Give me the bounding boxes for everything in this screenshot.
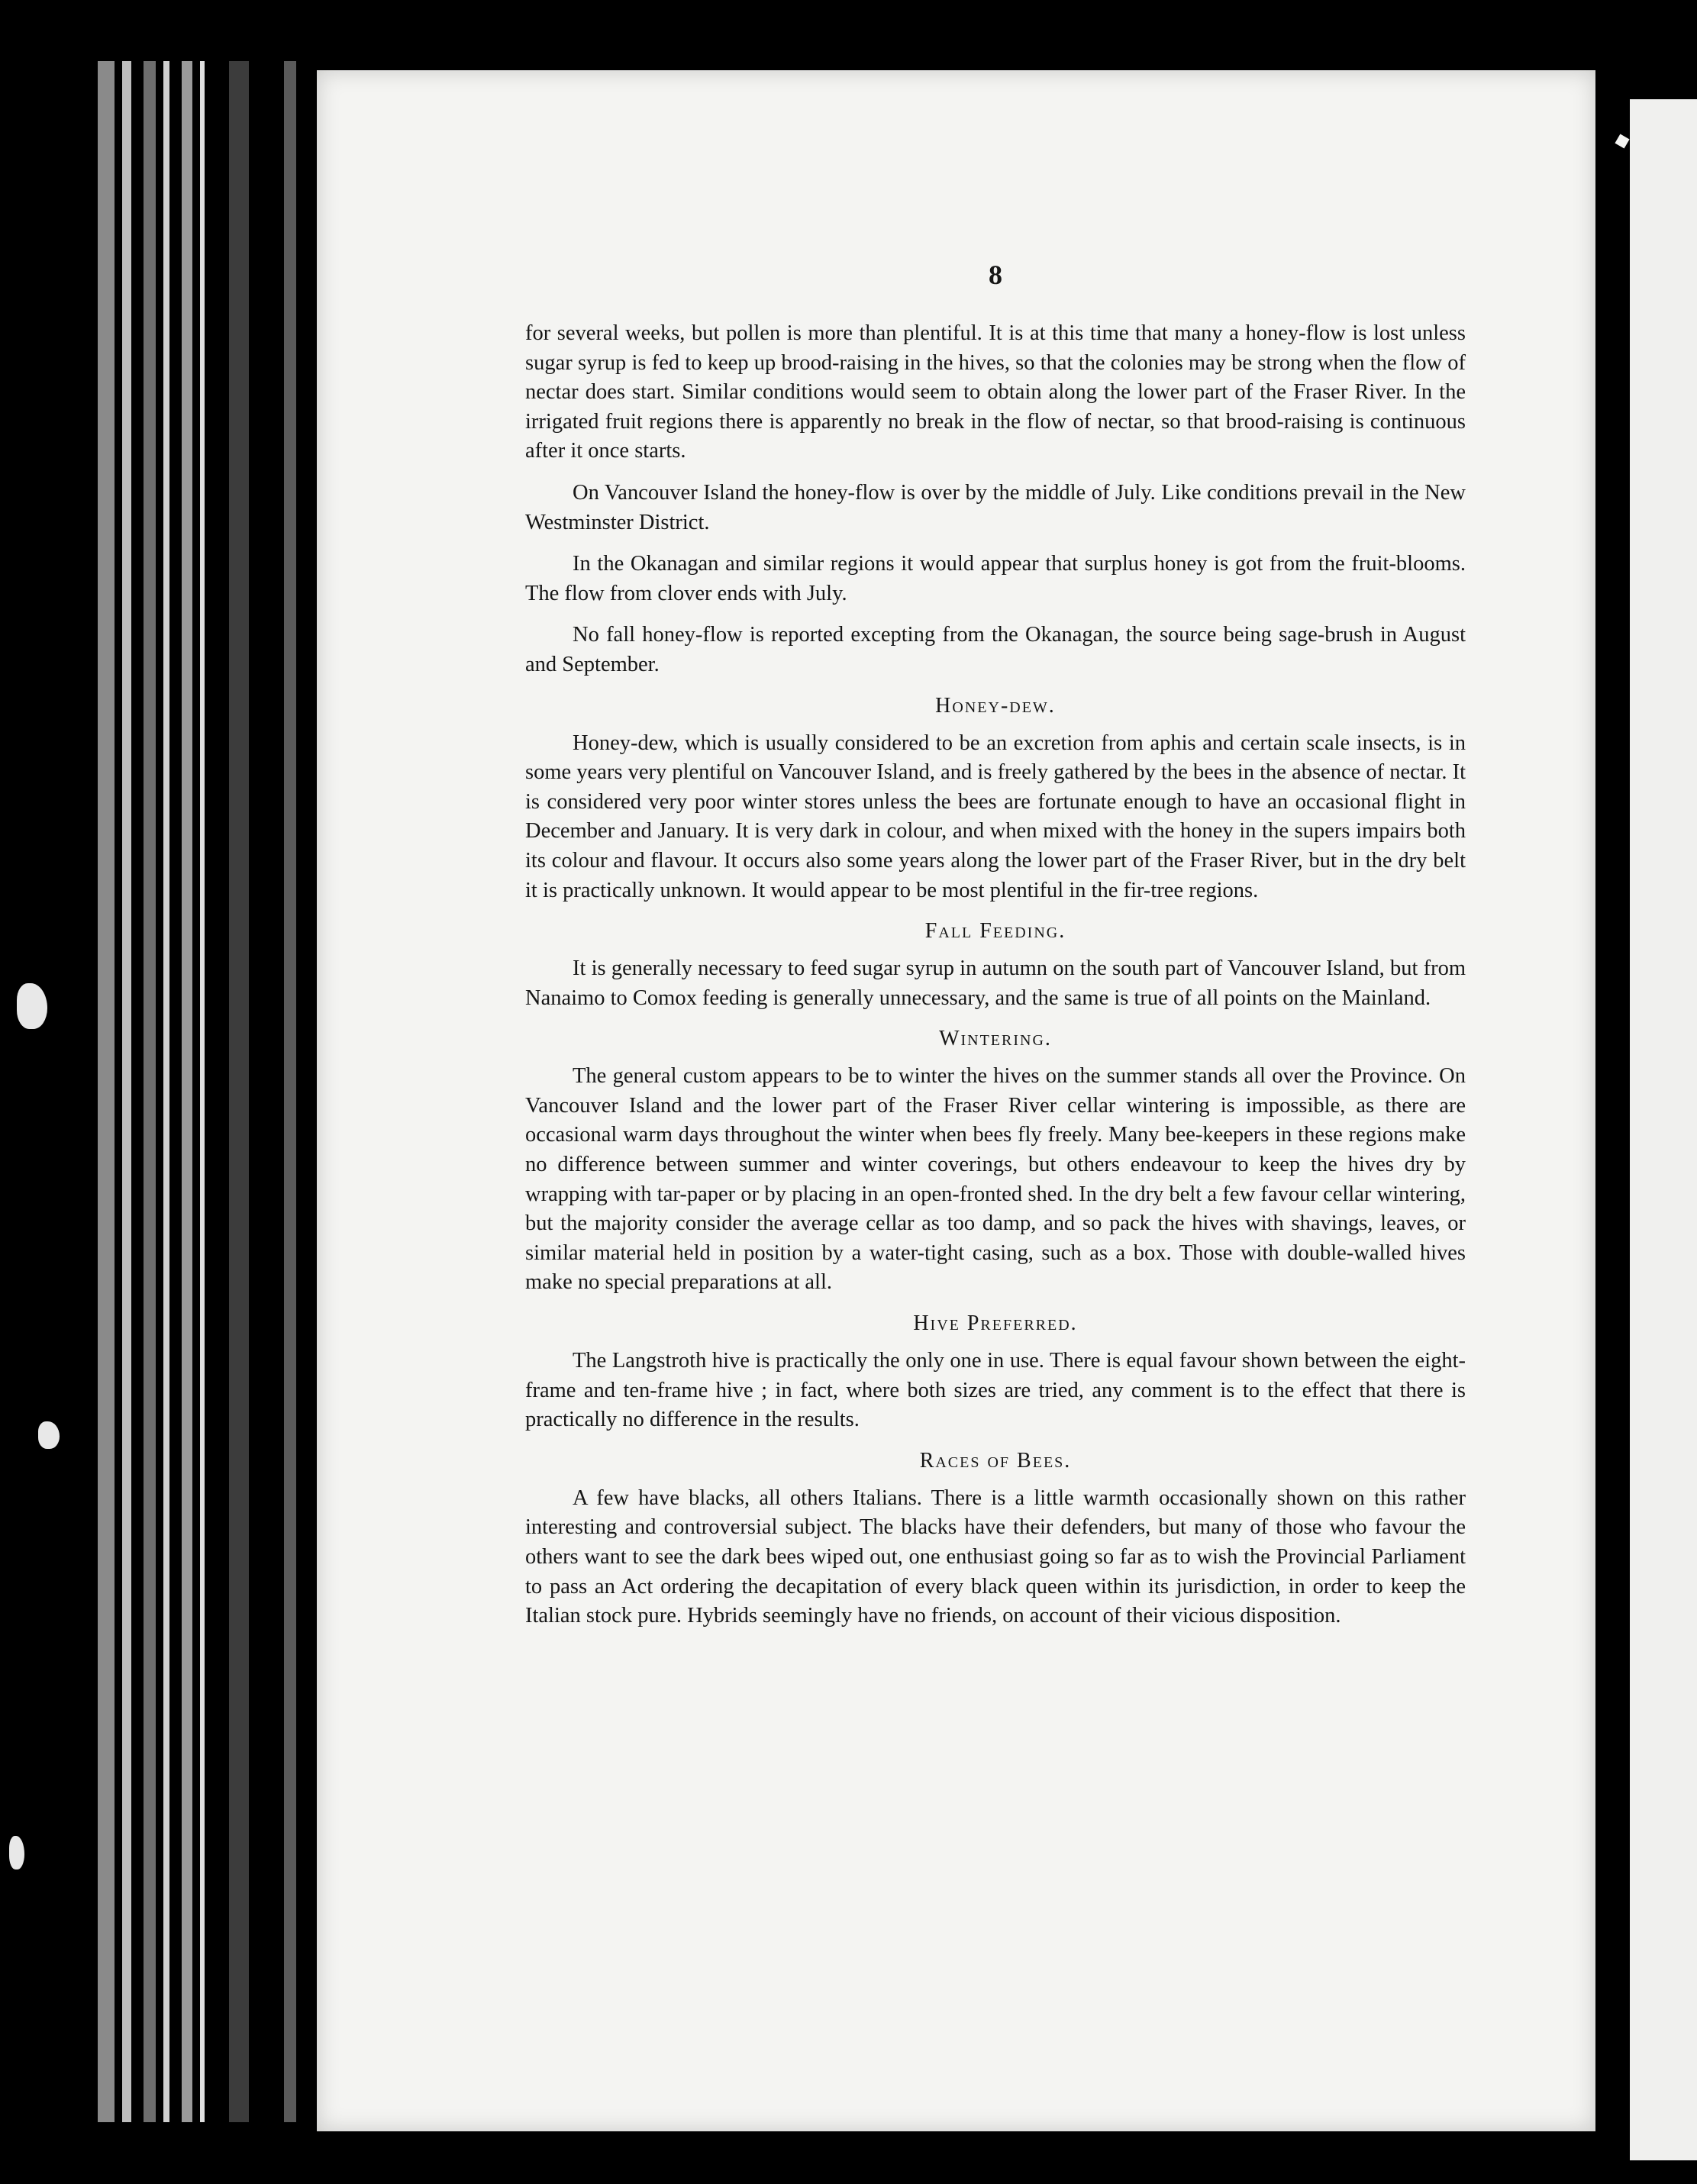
paragraph: The general custom appears to be to winter the hives on the summer stands all over the Province. On Vancouver Island and the lower part of the Fraser River cellar wintering is impossible, as there are occasional warm days throughout the winter when bees fly freely. Many bee-keepers in these regions make no difference between summer and winter coverings, but others endeavour to keep the hives dry by wrapping with tar-paper or by placing in an open-fronted shed. In the dry belt a few favour cellar wintering, but the majority consider the average cellar as too damp, and so pack the hives with shavings, leaves, or similar material held in position by a water-tight casing, such as a box. Those with double-walled hives make no special preparations at all.	[525, 1064, 1466, 1295]
book-spine-stripe	[200, 61, 205, 2122]
facing-page-edge	[1630, 99, 1697, 2160]
paragraph: It is generally necessary to feed sugar syrup in autumn on the south part of Vancouver Island, but from Nanaimo to Comox feeding is generally unnecessary, and the same is true of all points on the Mainland.	[525, 957, 1466, 1010]
paragraph: Honey-dew, which is usually considered to be an excretion from aphis and certain scale insects, is in some years very plentiful on Vancouver Island, and is freely gathered by the bees in the absence of nectar. It is considered very poor winter stores unless the bees are fortunate enough to have an occasional flight in December and January. It is very dark in colour, and when mixed with the honey in the supers impairs both its colour and flavour. It occurs also some years along the lower part of the Fraser River, but in the dry belt it is practically unknown. It would appear to be most plentiful in the fir-tree regions.	[525, 731, 1466, 902]
book-spine-stripe	[122, 61, 131, 2122]
page-text-block	[525, 252, 1466, 1644]
scan-smudge	[9, 1836, 24, 1869]
scan-smudge	[38, 1421, 60, 1449]
book-spine-stripe	[98, 61, 115, 2122]
book-spine-stripe	[163, 61, 169, 2122]
paragraph: for several weeks, but pollen is more than plentiful. It is at this time that many a honey-flow is lost unless sugar syrup is fed to keep up brood-raising in the hives, so that the colonies may be strong when the flow of nectar does start. Similar conditions would seem to obtain along the lower part of the Fraser River. In the irrigated fruit regions there is apparently no break in the flow of nectar, so that brood-raising is continuous after it once starts.	[525, 321, 1466, 463]
paragraph: On Vancouver Island the honey-flow is over by the middle of July. Like conditions prevail in the New Westminster District.	[525, 480, 1466, 534]
paragraph: A few have blacks, all others Italians. There is a little warmth occasionally shown on this rather interesting and controversial subject. The blacks have their defenders, but many of those who favour the others want to see the dark bees wiped out, one enthusiast going so far as to wish the Provincial Parliament to pass an Act ordering the decapitation of every black queen within its jurisdiction, in order to keep the Italian stock pure. Hybrids seemingly have no friends, on account of their vicious disposition.	[525, 1486, 1466, 1628]
book-spine-stripe	[284, 61, 296, 2122]
section-heading-races-of-bees: Races of Bees.	[919, 1448, 1072, 1473]
book-spine-stripe	[182, 61, 192, 2122]
page-number: 8	[989, 260, 1002, 290]
paragraph: No fall honey-flow is reported excepting from the Okanagan, the source being sage-brush in August and September.	[525, 623, 1466, 676]
section-heading-fall-feeding: Fall Feeding.	[924, 919, 1066, 944]
section-heading-honey-dew: Honey-dew.	[935, 693, 1056, 718]
scan-smudge	[17, 983, 47, 1029]
section-heading-hive-preferred: Hive Preferred.	[913, 1311, 1078, 1336]
paragraph: In the Okanagan and similar regions it would appear that surplus honey is got from the fruit-blooms. The flow from clover ends with July.	[525, 552, 1466, 605]
book-spine-stripe	[144, 61, 156, 2122]
book-spine-stripe	[229, 61, 249, 2122]
section-heading-wintering: Wintering.	[939, 1027, 1052, 1051]
page-corner-mark	[1615, 134, 1629, 148]
paragraph: The Langstroth hive is practically the only one in use. There is equal favour shown between the eight-frame and ten-frame hive ; in fact, where both sizes are tried, any comment is to the effect that there is practically no difference in the results.	[525, 1349, 1466, 1432]
